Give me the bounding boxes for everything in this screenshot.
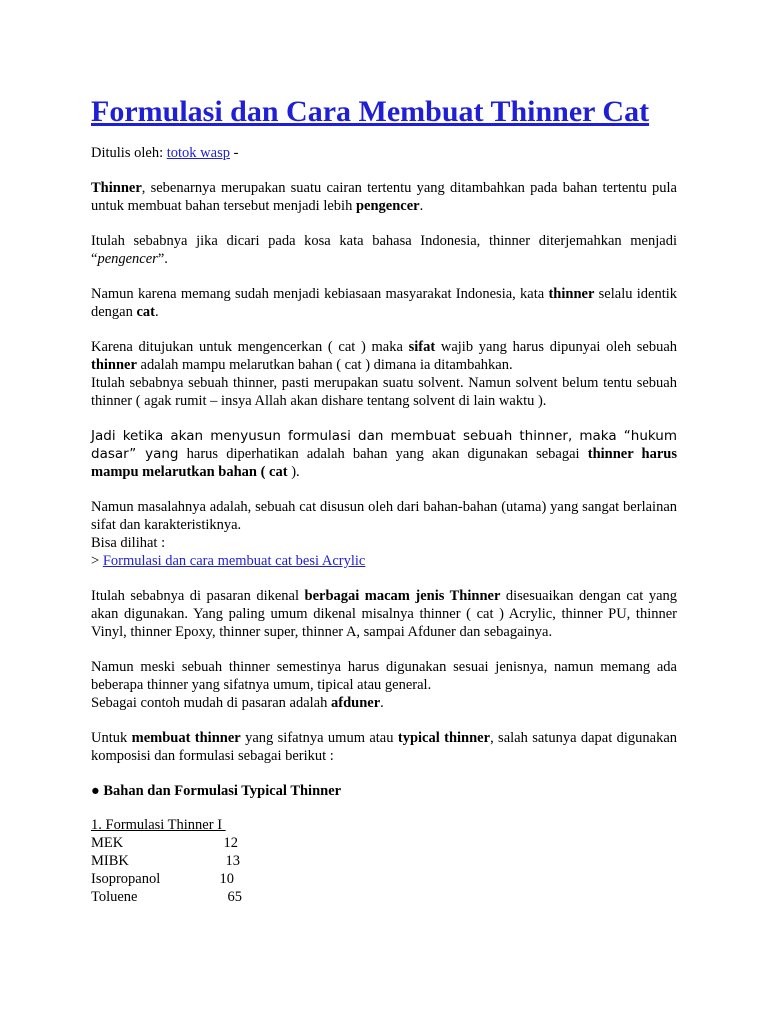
ingredient-value: 12 xyxy=(223,835,238,851)
text: Namun meski sebuah thinner semestinya harus digunakan sesuai jenisnya, namun memang ada beberapa thinner yang sifatnya umum, tipical atau general. xyxy=(91,659,677,693)
ingredient-value: 13 xyxy=(225,853,240,869)
formula-table xyxy=(91,816,677,906)
table-row xyxy=(91,852,677,870)
ingredient-name: Isopropanol xyxy=(91,871,161,887)
text: selalu identik dengan xyxy=(91,286,678,320)
article-title[interactable]: Formulasi dan Cara Membuat Thinner Cat xyxy=(91,95,650,128)
related-article-link[interactable]: Formulasi dan cara membuat cat besi Acrylic xyxy=(102,553,366,569)
bold-thinner: thinner xyxy=(91,357,137,373)
text: . xyxy=(419,198,424,214)
ingredient-value: 65 xyxy=(227,889,242,905)
article-body xyxy=(91,144,677,906)
text: wajib yang harus dipunyai oleh sebuah xyxy=(440,339,678,355)
ingredient-name: Toluene xyxy=(91,889,138,905)
ingredient-name: MEK xyxy=(91,835,124,851)
table-row xyxy=(91,888,677,906)
bold-pengencer: pengencer xyxy=(355,198,420,214)
paragraph-purpose xyxy=(91,338,677,410)
bold-cat: cat xyxy=(136,304,156,320)
paragraph-problem xyxy=(91,498,677,570)
text: Karena ditujukan untuk mengencerkan ( cat ) maka xyxy=(91,339,403,355)
text: disesuaikan dengan cat yang akan digunakan. Yang paling umum dikenal misalnya thinner ( cat ) Acrylic, thinner PU, thinner Vinyl, thinner Epoxy, thinner super, thinner A, sampai Afduner dan sebagainya. xyxy=(91,588,677,640)
text: harus diperhatikan adalah bahan yang akan digunakan sebagai xyxy=(186,446,580,462)
bold-sifat: sifat xyxy=(408,339,436,355)
text: Itulah sebabnya sebuah thinner, pasti merupakan suatu solvent. Namun solvent belum tentu sebuah thinner ( agak rumit – insya Allah akan dishare tentang solvent di lain waktu ). xyxy=(91,375,677,409)
paragraph-thinner-definition xyxy=(91,179,677,215)
italic-pengencer: pengencer xyxy=(97,251,158,267)
text: adalah mampu melarutkan bahan ( cat ) dimana ia ditambahkan. xyxy=(140,357,513,373)
byline-prefix: Ditulis oleh: xyxy=(91,145,164,161)
byline xyxy=(91,144,677,162)
ingredient-value: 10 xyxy=(219,871,234,887)
bold-thinner: Thinner xyxy=(91,180,142,196)
section-heading xyxy=(91,782,677,800)
text: Itulah sebabnya di pasaran dikenal xyxy=(91,588,300,604)
table-row xyxy=(91,870,677,888)
text: . xyxy=(380,695,384,711)
paragraph-translation xyxy=(91,232,677,268)
text: Untuk xyxy=(91,730,128,746)
arrow-prefix: > xyxy=(91,553,100,569)
paragraph-making xyxy=(91,729,677,765)
text: Namun karena memang sudah menjadi kebiasaan masyarakat Indonesia, kata xyxy=(91,286,545,302)
author-link[interactable]: totok wasp xyxy=(166,145,230,161)
paragraph-habit xyxy=(91,285,677,321)
text: yang sifatnya umum atau xyxy=(245,730,394,746)
text: , salah satunya dapat digunakan komposisi dan formulasi sebagai berikut : xyxy=(91,730,678,764)
text: Namun masalahnya adalah, sebuah cat disusun oleh dari bahan-bahan (utama) yang sangat berlainan sifat dan karakteristiknya. xyxy=(91,499,677,533)
bold-membuat-thinner: membuat thinner xyxy=(131,730,241,746)
text: , sebenarnya merupakan suatu cairan tertentu yang ditambahkan pada bahan tertentu pula untuk membuat bahan tersebut menjadi lebih xyxy=(91,180,677,214)
text: Sebagai contoh mudah di pasaran adalah xyxy=(91,695,328,711)
paragraph-types xyxy=(91,587,677,641)
paragraph-general xyxy=(91,658,677,712)
table-row xyxy=(91,834,677,852)
text: ). xyxy=(291,464,300,480)
paragraph-basic-law xyxy=(91,427,677,481)
bold-afduner: afduner xyxy=(330,695,381,711)
text: ”. xyxy=(157,251,168,267)
bold-thinner-rule: thinner harus mampu melarutkan bahan ( cat xyxy=(91,446,678,480)
text: Itulah sebabnya jika dicari pada kosa kata bahasa Indonesia, thinner diterjemahkan menjadi “ xyxy=(91,233,677,267)
byline-suffix: - xyxy=(233,145,239,161)
text: Jadi ketika akan menyusun formulasi dan membuat sebuah thinner, maka “hukum dasar” yang xyxy=(91,428,677,462)
section-heading-text: ● Bahan dan Formulasi Typical Thinner xyxy=(91,783,342,799)
bold-thinner: thinner xyxy=(548,286,595,302)
ingredient-name: MIBK xyxy=(91,853,129,869)
text: . xyxy=(155,304,159,320)
text: Bisa dilihat : xyxy=(91,535,166,551)
bold-typical-thinner: typical thinner xyxy=(397,730,491,746)
bold-types: berbagai macam jenis Thinner xyxy=(304,588,501,604)
formula-caption: 1. Formulasi Thinner I xyxy=(91,817,226,833)
